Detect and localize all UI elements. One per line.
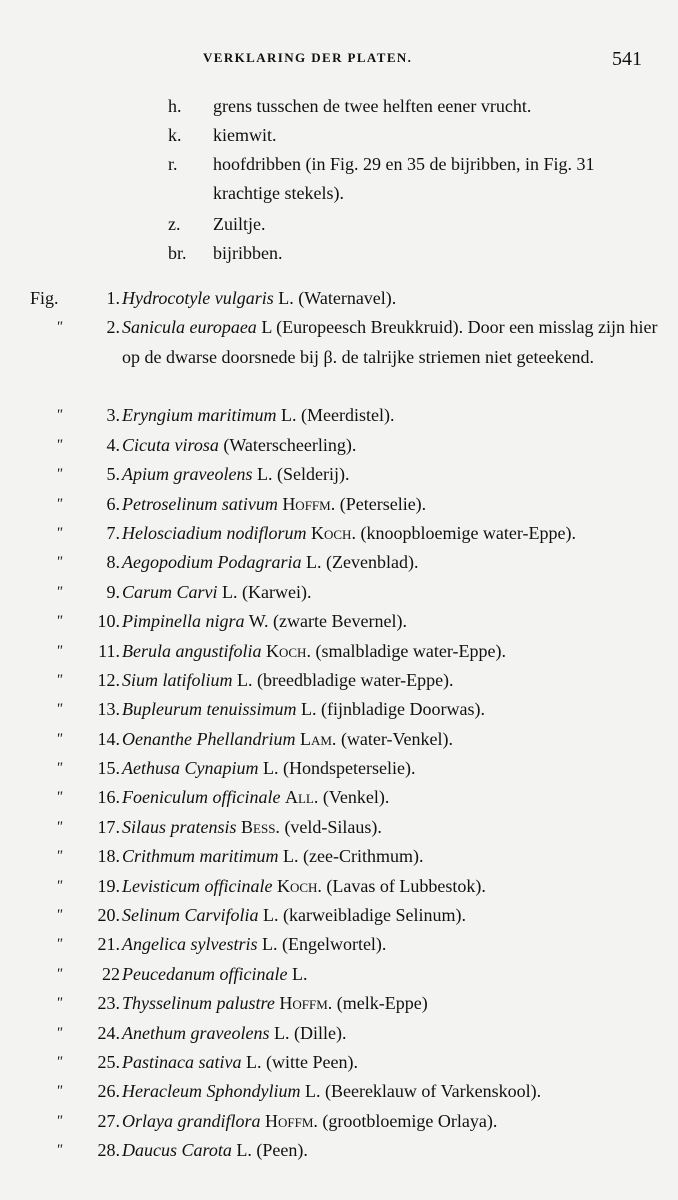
legend-description: Zuiltje. (213, 214, 266, 234)
figure-entry (30, 401, 670, 430)
figure-number: 5. (106, 464, 120, 485)
ditto-mark: " (56, 407, 63, 424)
figure-description (122, 813, 662, 842)
figure-number: 25. (97, 1051, 120, 1072)
species-name: Berula angustifolia (122, 640, 262, 661)
author-abbrev: L. (301, 699, 317, 720)
legend-description: hoofdribben (in Fig. 29 en 35 de bijribben, in Fig. 31 krachtige stekels). (213, 154, 595, 203)
figure-entry (30, 519, 670, 548)
author-abbrev: L. (263, 758, 279, 779)
figure-number: 21. (97, 934, 120, 955)
figure-number: 15. (97, 758, 120, 779)
species-name: Bupleurum tenuissimum (122, 699, 297, 720)
page-number: 541 (612, 48, 642, 70)
fig-label: Fig. (30, 288, 59, 308)
figure-number: 23. (97, 993, 120, 1014)
species-name: Foeniculum officinale (122, 787, 281, 808)
figure-number: 26. (97, 1081, 120, 1102)
common-name: (Selderij). (276, 464, 350, 485)
author-abbrev: L. (304, 1081, 321, 1102)
figure-description (122, 401, 662, 430)
author-abbrev: Hoffm. (282, 493, 336, 514)
running-header (0, 48, 678, 78)
common-name: (Dille). (293, 1022, 347, 1043)
figure-number: 11. (98, 640, 120, 661)
figure-number: 6. (106, 493, 120, 514)
figure-description (122, 460, 662, 489)
figure-number: 3. (106, 405, 120, 426)
figure-number: 17. (97, 816, 120, 837)
figure-number: 19. (97, 875, 120, 896)
common-name: (water-Venkel). (340, 728, 454, 749)
figure-description (122, 989, 662, 1018)
figure-description (122, 1107, 662, 1136)
legend-description: bijribben. (213, 243, 283, 263)
figure-number: 18. (97, 846, 120, 867)
common-name: (Waternavel). (298, 288, 397, 308)
author-abbrev: L. (291, 963, 308, 984)
author-abbrev: L. (236, 1140, 252, 1161)
common-name: (Meerdistel). (301, 405, 395, 426)
author-abbrev: Bess. (241, 816, 280, 837)
common-name: (zwarte Bevernel). (273, 611, 407, 632)
ditto-mark: " (56, 995, 63, 1012)
figure-description (122, 666, 662, 695)
ditto-mark: " (56, 730, 63, 747)
common-name: (smalbladige water-Eppe). (315, 640, 507, 661)
author-abbrev: L. (222, 581, 238, 602)
figure-description (122, 695, 662, 724)
common-name: (Karwei). (242, 581, 312, 602)
species-name: Levisticum officinale (122, 875, 273, 896)
ditto-mark: " (56, 936, 63, 953)
author-abbrev: Koch. (276, 875, 322, 896)
author-abbrev: L. (278, 288, 294, 308)
species-name: Orlaya grandiflora (122, 1110, 261, 1131)
figure-entry (30, 901, 670, 930)
figure-entry (30, 460, 670, 489)
legend-item (168, 121, 668, 150)
figure-description (122, 783, 662, 812)
common-name: (Peen). (256, 1140, 308, 1161)
species-name: Helosciadium nodiflorum (122, 522, 307, 543)
figure-number: 7. (106, 522, 120, 543)
species-name: Anethum graveolens (122, 1022, 270, 1043)
author-abbrev: L. (281, 405, 297, 426)
figure-number: 10. (97, 611, 120, 632)
author-abbrev: L. (246, 1051, 262, 1072)
common-name: (Europeesch Breukkruid). Door een misslag zijn hier op de dwarse doorsnede bij β. de talrijke striemen niet geteekend. (122, 317, 658, 367)
figure-entry (30, 1107, 670, 1136)
figure-list (30, 284, 670, 1166)
species-name: Peucedanum officinale (122, 963, 288, 984)
figure-description (122, 1048, 662, 1077)
common-name: (Peterselie). (339, 493, 427, 514)
figure-description (122, 960, 662, 989)
figure-description (122, 842, 662, 871)
figure-entry (30, 930, 670, 959)
ditto-mark: " (56, 848, 63, 865)
common-name: (veld-Silaus). (284, 816, 382, 837)
ditto-mark: " (56, 760, 63, 777)
figure-description (122, 872, 662, 901)
author-abbrev: Hoffm. (265, 1110, 318, 1131)
figure-number: 20. (97, 905, 120, 926)
ditto-mark: " (56, 877, 63, 894)
running-title: VERKLARING DER PLATEN. (203, 50, 413, 65)
legend-item (168, 150, 668, 210)
ditto-mark: " (56, 583, 63, 600)
figure-description (122, 901, 662, 930)
author-abbrev: Koch. (266, 640, 311, 661)
figure-description (122, 607, 662, 636)
author-abbrev: W. (248, 611, 269, 632)
figure-number: 27. (97, 1110, 120, 1131)
figure-entry (30, 960, 670, 989)
common-name: (breedbladige water-Eppe). (257, 669, 454, 690)
figure-entry (30, 284, 670, 313)
species-name: Angelica sylvestris (122, 934, 258, 955)
figure-entry (30, 1048, 670, 1077)
common-name: (grootbloemige Orlaya). (322, 1110, 498, 1131)
figure-number: 28. (97, 1140, 120, 1161)
ditto-mark: " (56, 1053, 63, 1070)
figure-number: 12. (97, 669, 120, 690)
figure-entry (30, 813, 670, 842)
ditto-mark: " (56, 1142, 63, 1159)
figure-description (122, 431, 662, 460)
species-name: Sium latifolium (122, 669, 233, 690)
ditto-mark: " (56, 671, 63, 688)
figure-entry (30, 1077, 670, 1106)
figure-entry (30, 754, 670, 783)
abbreviation-legend (168, 92, 668, 268)
figure-description (122, 637, 662, 666)
species-name: Carum Carvi (122, 581, 218, 602)
figure-entry (30, 695, 670, 724)
common-name: (karweibladige Selinum). (283, 905, 466, 926)
ditto-mark: " (56, 907, 63, 924)
ditto-mark: " (56, 436, 63, 453)
figure-entry (30, 637, 670, 666)
figure-number: 22 (102, 963, 120, 984)
species-name: Selinum Carvifolia (122, 905, 259, 926)
figure-entry (30, 607, 670, 636)
common-name: (Lavas of Lubbestok). (326, 875, 486, 896)
figure-entry (30, 313, 670, 401)
author-abbrev: L. (261, 934, 278, 955)
common-name: (Waterscheerling). (223, 434, 357, 455)
ditto-mark: " (56, 701, 63, 718)
figure-number: 2. (106, 317, 120, 338)
figure-description (122, 313, 662, 372)
common-name: (Hondspeterselie). (283, 758, 416, 779)
figure-entry (30, 490, 670, 519)
figure-description (122, 930, 662, 959)
figure-number: 4. (106, 434, 120, 455)
figure-number: 14. (97, 728, 120, 749)
ditto-mark: " (56, 1083, 63, 1100)
ditto-mark: " (56, 495, 63, 512)
figure-description (122, 490, 662, 519)
species-name: Silaus pratensis (122, 816, 237, 837)
figure-description (122, 1077, 662, 1106)
author-abbrev: Hoffm. (279, 993, 333, 1014)
species-name: Hydrocotyle vulgaris (122, 288, 274, 308)
figure-description (122, 1019, 662, 1048)
figure-number: 9. (106, 581, 120, 602)
ditto-mark: " (56, 818, 63, 835)
species-name: Thysselinum palustre (122, 993, 275, 1014)
legend-key: br. (168, 243, 187, 263)
figure-number: 8. (106, 552, 120, 573)
species-name: Apium graveolens (122, 464, 253, 485)
figure-entry (30, 578, 670, 607)
figure-number: 16. (97, 787, 120, 808)
figure-description (122, 1136, 662, 1165)
figure-entry (30, 872, 670, 901)
species-name: Petroselinum sativum (122, 493, 278, 514)
legend-description: kiemwit. (213, 125, 277, 145)
ditto-mark: " (56, 642, 63, 659)
figure-entry (30, 842, 670, 871)
ditto-mark: " (56, 466, 63, 483)
figure-entry (30, 1136, 670, 1165)
figure-entry (30, 1019, 670, 1048)
common-name: (fijnbladige Doorwas). (321, 699, 485, 720)
author-abbrev: Lam. (299, 728, 337, 749)
figure-description (122, 548, 662, 577)
legend-item (168, 239, 668, 268)
ditto-mark: " (56, 1112, 63, 1129)
author-abbrev: Koch. (311, 522, 356, 543)
figure-number: 24. (97, 1022, 120, 1043)
species-name: Pimpinella nigra (122, 611, 245, 632)
figure-number: 13. (97, 699, 120, 720)
species-name: Eryngium maritimum (122, 405, 277, 426)
legend-item (168, 92, 668, 121)
common-name: (Venkel). (322, 787, 390, 808)
author-abbrev: All. (284, 787, 319, 808)
common-name: (Engelwortel). (281, 934, 387, 955)
figure-entry (30, 666, 670, 695)
ditto-mark: " (56, 789, 63, 806)
common-name: (melk-Eppe) (336, 993, 428, 1014)
author-abbrev: L. (256, 464, 273, 485)
common-name: (knoopbloemige water-Eppe). (360, 522, 577, 543)
species-name: Aegopodium Podagraria (122, 552, 302, 573)
common-name: (zee-Crithmum). (303, 846, 424, 867)
legend-item (168, 210, 668, 239)
author-abbrev: L. (263, 905, 279, 926)
species-name: Daucus Carota (122, 1140, 232, 1161)
legend-key: r. (168, 154, 178, 174)
species-name: Cicuta virosa (122, 434, 219, 455)
figure-entry (30, 548, 670, 577)
ditto-mark: " (56, 319, 63, 336)
figure-entry (30, 431, 670, 460)
figure-description (122, 725, 662, 754)
common-name: (witte Peen). (266, 1051, 358, 1072)
species-name: Aethusa Cynapium (122, 758, 259, 779)
author-abbrev: L. (306, 552, 322, 573)
figure-description (122, 284, 662, 313)
figure-number: 1. (106, 288, 120, 308)
ditto-mark: " (56, 965, 63, 982)
figure-description (122, 519, 662, 548)
author-abbrev: L. (283, 846, 299, 867)
species-name: Oenanthe Phellandrium (122, 728, 296, 749)
legend-key: h. (168, 96, 182, 116)
author-abbrev: L. (273, 1022, 290, 1043)
common-name: (Zevenblad). (326, 552, 419, 573)
figure-entry (30, 783, 670, 812)
ditto-mark: " (56, 1024, 63, 1041)
legend-key: z. (168, 214, 181, 234)
figure-description (122, 578, 662, 607)
figure-entry (30, 989, 670, 1018)
ditto-mark: " (56, 554, 63, 571)
figure-description (122, 754, 662, 783)
figure-entry (30, 725, 670, 754)
author-abbrev: L. (237, 669, 253, 690)
species-name: Heracleum Sphondylium (122, 1081, 301, 1102)
legend-key: k. (168, 125, 182, 145)
author-abbrev: L (261, 317, 272, 338)
species-name: Crithmum maritimum (122, 846, 279, 867)
ditto-mark: " (56, 524, 63, 541)
legend-description: grens tusschen de twee helften eener vrucht. (213, 96, 532, 116)
ditto-mark: " (56, 613, 63, 630)
common-name: (Beereklauw of Varkenskool). (324, 1081, 542, 1102)
species-name: Pastinaca sativa (122, 1051, 242, 1072)
species-name: Sanicula europaea (122, 317, 257, 338)
